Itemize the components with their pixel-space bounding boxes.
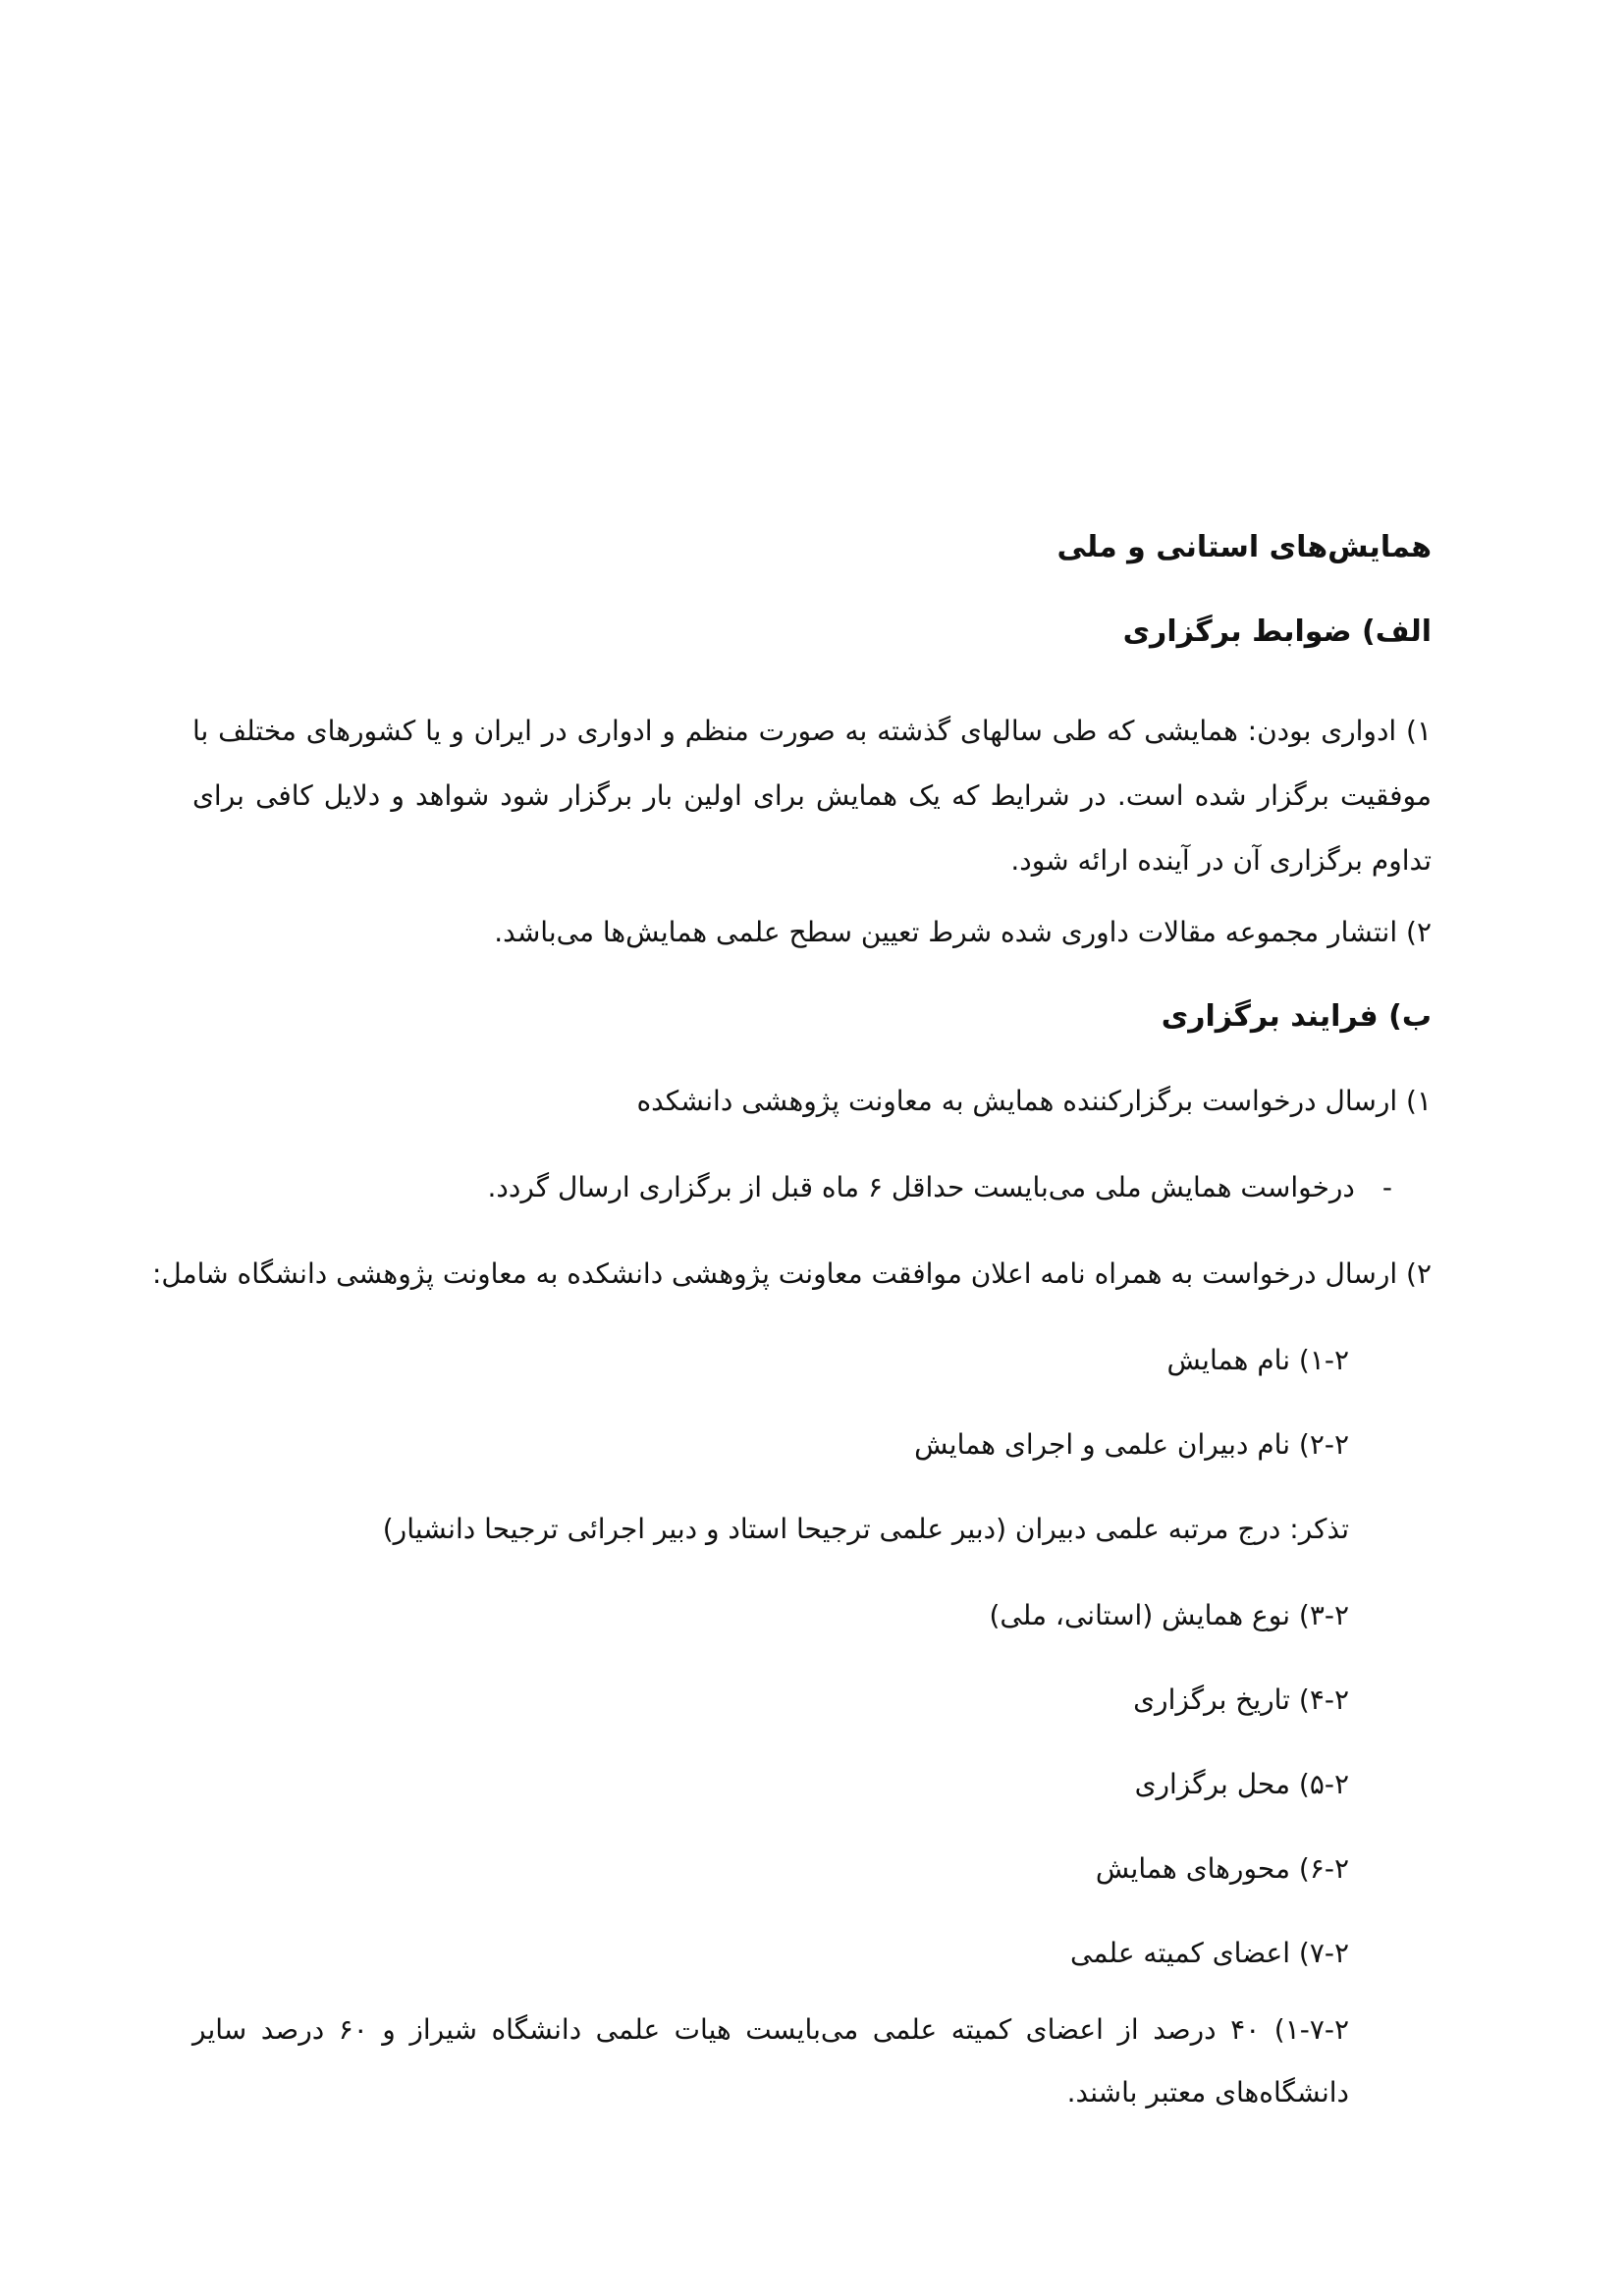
sub-item-3: ۳-۲) نوع همایش (استانی، ملی)	[989, 1599, 1349, 1631]
section-a-item-1: ۱) ادواری بودن: همایشی که طی سالهای گذشته به صورت منظم و ادواری در ایران و یا کشورهای مختلف با موفقیت برگزار شده است. در شرایط که یک همایش برای اولین بار برگزار شود شواهد و دلایل کافی برای تداوم برگزاری آن در آینده ارائه شود.	[192, 715, 1432, 877]
sub-item-2: ۲-۲) نام دبیران علمی و اجرای همایش	[914, 1428, 1349, 1461]
sub-item-note: تذکر: درج مرتبه علمی دبیران (دبیر علمی ترجیحا استاد و دبیر اجرائی ترجیحا دانشیار)	[382, 1513, 1349, 1545]
page-title: همایش‌های استانی و ملی	[1056, 530, 1432, 564]
section-b-heading: ب) فرایند برگزاری	[1161, 999, 1432, 1034]
sub-item-5: ۵-۲) محل برگزاری	[1134, 1768, 1349, 1800]
bullet-dash: -	[1381, 1171, 1392, 1203]
section-b-bullet	[192, 1166, 1392, 1209]
sub-item-6: ۶-۲) محورهای همایش	[1095, 1852, 1349, 1885]
section-a-heading: الف) ضوابط برگزاری	[1122, 614, 1432, 649]
sub-item-7: ۷-۲) اعضای کمیته علمی	[1070, 1937, 1349, 1969]
bullet-text: درخواست همایش ملی می‌بایست حداقل ۶ ماه قبل از برگزاری ارسال گردد.	[487, 1171, 1355, 1203]
section-a-item-2: ۲) انتشار مجموعه مقالات داوری شده شرط تعیین سطح علمی همایش‌ها می‌باشد.	[494, 916, 1432, 948]
sub-item-1: ۱-۲) نام همایش	[1166, 1344, 1349, 1376]
sub-item-4: ۴-۲) تاریخ برگزاری	[1133, 1683, 1349, 1716]
section-b-item-1: ۱) ارسال درخواست برگزارکننده همایش به معاونت پژوهشی دانشکده	[636, 1085, 1432, 1117]
section-b-item-2: ۲) ارسال درخواست به همراه نامه اعلان موافقت معاونت پژوهشی دانشکده به معاونت پژوهشی دانشگاه شامل:	[152, 1257, 1432, 1290]
sub-sub-item-1: ۱-۷-۲) ۴۰ درصد از اعضای کمیته علمی می‌بایست هیات علمی دانشگاه شیراز و ۶۰ درصد سایر دانشگاه‌های معتبر باشند.	[192, 2013, 1350, 2109]
